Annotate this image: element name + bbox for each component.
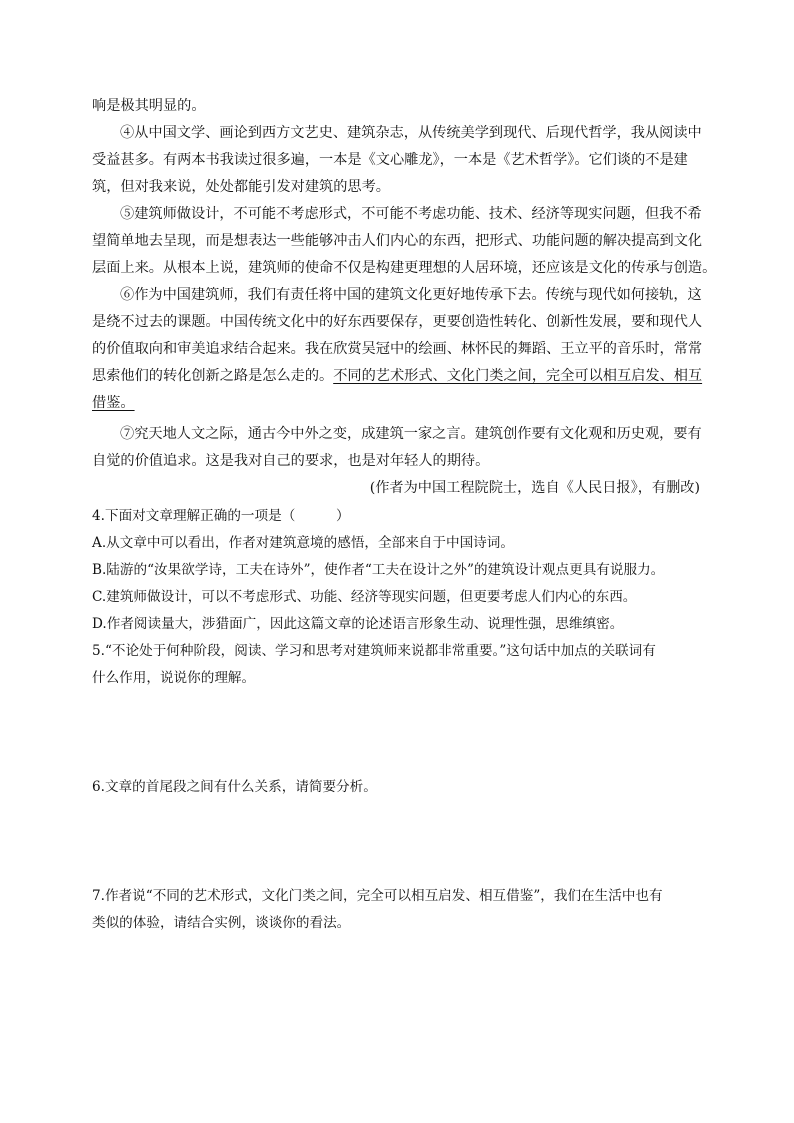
passage-text: 思索他们的转化创新之路是怎么走的。 [92, 368, 334, 384]
question-7-line-1: 7.作者说“不同的艺术形式，文化门类之间，完全可以相互启发、相互借鉴”，我们在生活中也有 [92, 888, 663, 904]
passage-line: 响是极其明显的。 [92, 98, 206, 114]
paragraph-5-start: ⑤建筑师做设计，不可能不考虑形式，不可能不考虑功能、技术、经济等现实问题，但我不希 [120, 206, 702, 222]
paragraph-6-start: ⑥作为中国建筑师，我们有责任将中国的建筑文化更好地传承下去。传统与现代如何接轨，这 [120, 287, 702, 303]
passage-line: 筑，但对我来说，处处都能引发对建筑的思考。 [92, 179, 390, 195]
question-4-option-a: A.从文章中可以看出，作者对建筑意境的感悟，全部来自于中国诗词。 [92, 535, 514, 551]
passage-line [92, 393, 704, 413]
question-5-line-1: 5.“不论处于何种阶段，阅读、学习和思考对建筑师来说都非常重要。”这句话中加点的关联词有 [92, 643, 656, 659]
underlined-sentence: 不同的艺术形式、文化门类之间，完全可以相互启发、相互 [333, 368, 703, 384]
question-4-option-d: D.作者阅读量大，涉猎面广，因此这篇文章的论述语言形象生动、说理性强，思维缜密。 [92, 616, 624, 632]
paragraph-7-start: ⑦究天地人文之际，通古今中外之变，成建筑一家之言。建筑创作要有文化观和历史观，要有 [120, 426, 702, 442]
question-6: 6.文章的首尾段之间有什么关系，请简要分析。 [92, 779, 377, 795]
passage-line: 是绕不过去的课题。中国传统文化中的好东西要保存，更要创造性转化、创新性发展，要和现代人 [92, 314, 703, 330]
question-4-stem: 4.下面对文章理解正确的一项是（ ） [92, 508, 350, 524]
question-5-line-2: 什么作用，说说你的理解。 [92, 670, 256, 686]
question-7-line-2: 类似的体验，请结合实例，谈谈你的看法。 [92, 915, 351, 931]
passage-line: 受益甚多。有两本书我读过很多遍，一本是《文心雕龙》，一本是《艺术哲学》。它们谈的不是建 [92, 152, 688, 168]
question-4-option-c: C.建筑师做设计，可以不考虑形式、功能、经济等现实问题，但更要考虑人们内心的东西。 [92, 589, 637, 605]
question-4-option-b: B.陆游的“汝果欲学诗，工夫在诗外”，使作者“工夫在设计之外”的建筑设计观点更具有说服力。 [92, 562, 665, 578]
underlined-sentence-end: 借鉴。 [92, 395, 135, 411]
passage-line: 层面上来。从根本上说，建筑师的使命不仅是构建更理想的人居环境，还应该是文化的传承与创造。 [92, 260, 717, 276]
passage-line: 自觉的价值追求。这是我对自己的要求，也是对年轻人的期待。 [92, 453, 490, 469]
source-note: (作者为中国工程院院士，选自《人民日报》，有删改) [369, 480, 700, 496]
passage-line [92, 366, 704, 386]
paragraph-4-start: ④从中国文学、画论到西方文艺史、建筑杂志，从传统美学到现代、后现代哲学，我从阅读中 [120, 125, 702, 141]
passage-line: 望简单地去呈现，而是想表达一些能够冲击人们内心的东西，把形式、功能问题的解决提高到文化 [92, 233, 703, 249]
passage-line: 的价值取向和审美追求结合起来。我在欣赏吴冠中的绘画、林怀民的舞蹈、王立平的音乐时，常常 [92, 341, 703, 357]
